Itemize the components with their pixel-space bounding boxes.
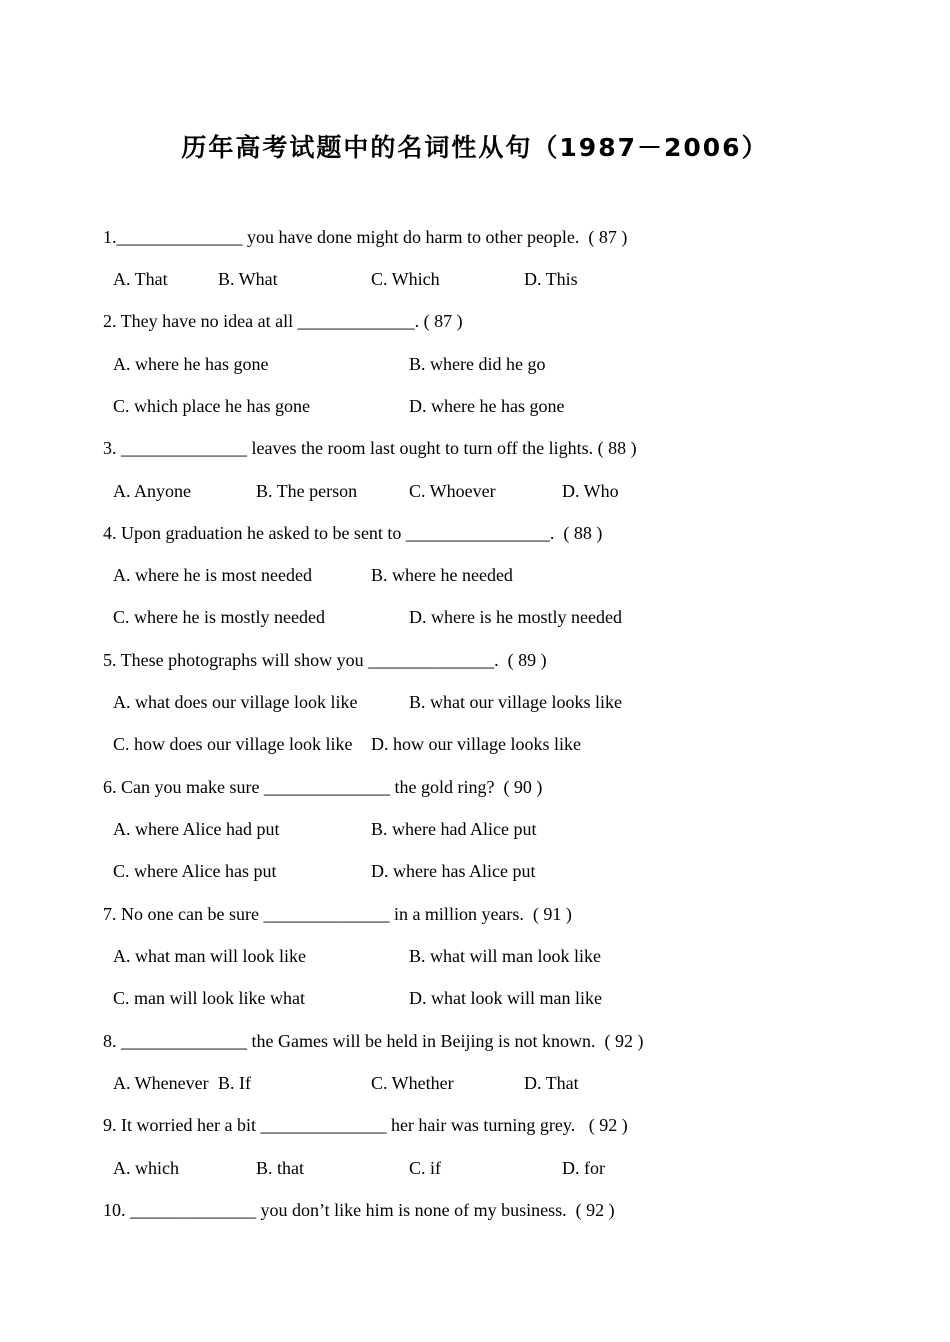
question-6-stem: 6. Can you make sure ______________ the gold ring? ( 90 ): [103, 777, 543, 797]
question-2-option-a: A. where he has gone: [113, 354, 269, 374]
question-3-option-a: A. Anyone: [113, 481, 191, 501]
question-1-option-a: A. That: [113, 269, 168, 289]
question-4-option-a: A. where he is most needed: [113, 565, 312, 585]
question-6-option-d: D. where has Alice put: [371, 861, 536, 881]
question-1-stem: 1.______________ you have done might do harm to other people. ( 87 ): [103, 227, 628, 247]
question-8-stem: 8. ______________ the Games will be held in Beijing is not known. ( 92 ): [103, 1031, 644, 1051]
question-5-option-c: C. how does our village look like: [113, 734, 353, 754]
question-3-option-d: D. Who: [562, 481, 619, 501]
question-1-option-c: C. Which: [371, 269, 440, 289]
question-7-option-b: B. what will man look like: [409, 946, 601, 966]
question-1-option-b: B. What: [218, 269, 278, 289]
question-8-option-a: A. Whenever: [113, 1073, 209, 1093]
question-7-option-d: D. what look will man like: [409, 988, 602, 1008]
question-10-stem: 10. ______________ you don’t like him is none of my business. ( 92 ): [103, 1200, 615, 1220]
question-9-option-d: D. for: [562, 1158, 605, 1178]
question-8-option-c: C. Whether: [371, 1073, 454, 1093]
question-3-option-b: B. The person: [256, 481, 358, 501]
question-9-option-a: A. which: [113, 1158, 179, 1178]
question-6-option-c: C. where Alice has put: [113, 861, 277, 881]
question-7-stem: 7. No one can be sure ______________ in a million years. ( 91 ): [103, 904, 572, 924]
page-title: 历年高考试题中的名词性从句（1987－2006）: [181, 133, 769, 162]
question-2-option-c: C. which place he has gone: [113, 396, 310, 416]
question-9-stem: 9. It worried her a bit ______________ her hair was turning grey. ( 92 ): [103, 1115, 628, 1135]
question-2-option-b: B. where did he go: [409, 354, 546, 374]
question-5-option-d: D. how our village looks like: [371, 734, 581, 754]
question-4-option-b: B. where he needed: [371, 565, 513, 585]
question-6-option-a: A. where Alice had put: [113, 819, 280, 839]
question-3-stem: 3. ______________ leaves the room last ought to turn off the lights. ( 88 ): [103, 438, 637, 458]
question-8-option-b: B. If: [218, 1073, 251, 1093]
question-4-option-d: D. where is he mostly needed: [409, 607, 622, 627]
question-9-option-b: B. that: [256, 1158, 304, 1178]
question-5-option-b: B. what our village looks like: [409, 692, 622, 712]
question-5-option-a: A. what does our village look like: [113, 692, 358, 712]
question-2-option-d: D. where he has gone: [409, 396, 565, 416]
question-3-option-c: C. Whoever: [409, 481, 496, 501]
question-2-stem: 2. They have no idea at all _____________. ( 87 ): [103, 311, 463, 331]
question-1-option-d: D. This: [524, 269, 578, 289]
question-4-stem: 4. Upon graduation he asked to be sent to ________________. ( 88 ): [103, 523, 603, 543]
question-6-option-b: B. where had Alice put: [371, 819, 537, 839]
question-9-option-c: C. if: [409, 1158, 442, 1178]
question-8-option-d: D. That: [524, 1073, 579, 1093]
question-4-option-c: C. where he is mostly needed: [113, 607, 325, 627]
question-7-option-c: C. man will look like what: [113, 988, 305, 1008]
question-5-stem: 5. These photographs will show you ______________. ( 89 ): [103, 650, 547, 670]
question-7-option-a: A. what man will look like: [113, 946, 306, 966]
